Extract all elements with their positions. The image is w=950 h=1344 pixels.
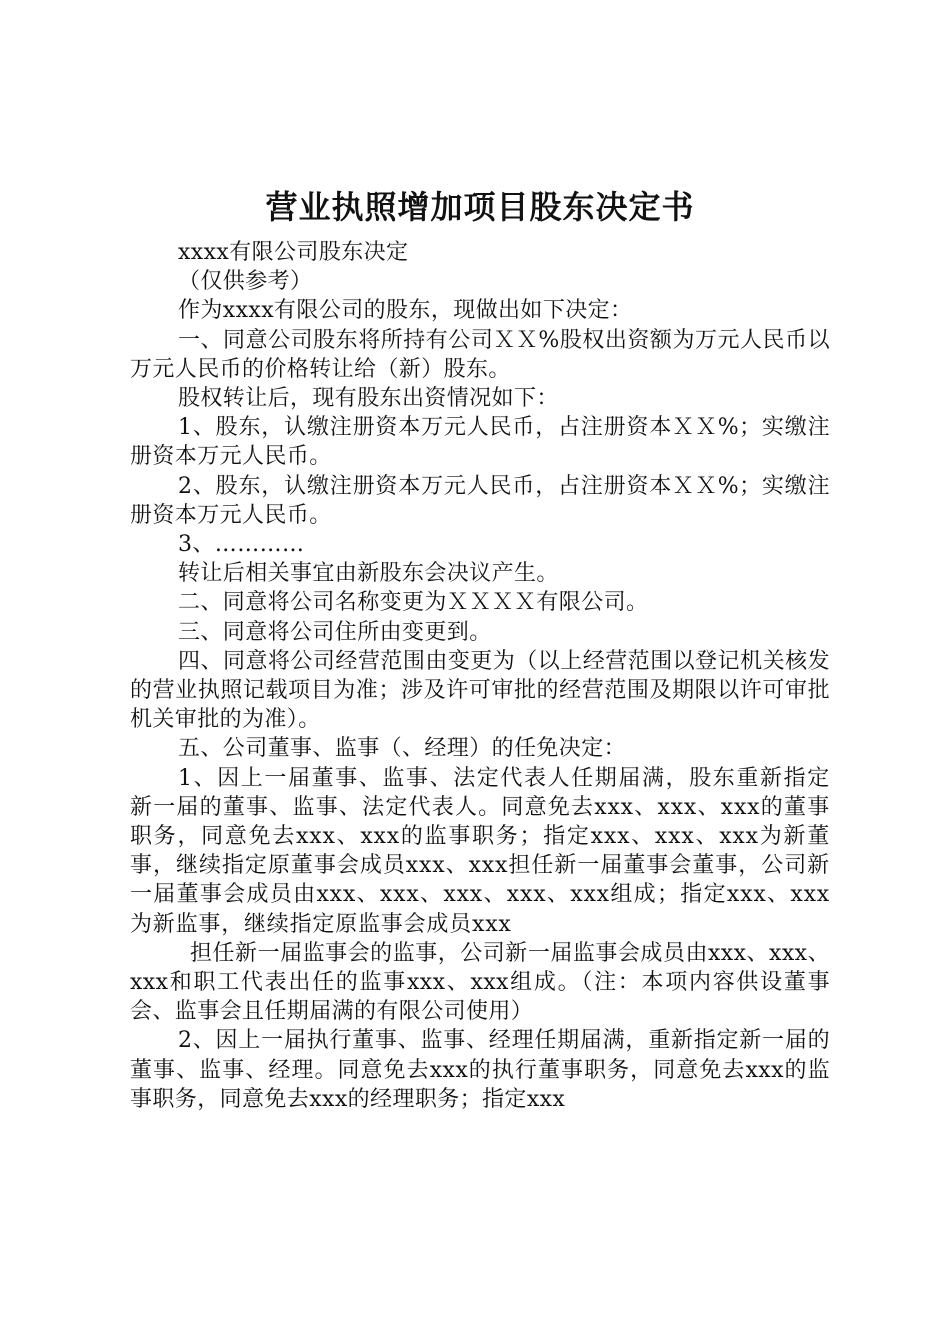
document-page bbox=[130, 183, 830, 1114]
paragraph-shareholder-3: 3、………… bbox=[178, 532, 305, 558]
paragraph-supervisor-appointment: 担任新一届监事会的监事，公司新一届监事会成员由xxx、xxx、xxx和职工代表出任的监事xxx、xxx组成。（注：本项内容供设董事会、监事会且任期届满的有限公司使用） bbox=[130, 940, 830, 1025]
paragraph-transfer-matters: 转让后相关事宜由新股东会决议产生。 bbox=[178, 561, 559, 587]
paragraph-shareholder-1: 1、股东，认缴注册资本万元人民币，占注册资本ＸＸ%；实缴注册资本万元人民币。 bbox=[130, 415, 830, 470]
paragraph-item-one: 一、同意公司股东将所持有公司ＸＸ%股权出资额为万元人民币以万元人民币的价格转让给（新）股东。 bbox=[130, 327, 830, 382]
paragraph-board-appointment: 1、因上一届董事、监事、法定代表人任期届满，股东重新指定新一届的董事、监事、法定代表人。同意免去xxx、xxx、xxx的董事职务，同意免去xxx、xxx的监事职务；指定xxx、xxx、xxx为新董事，继续指定原董事会成员xxx、xxx担任新一届董事会董事，公司新一届董事会成员由xxx、xxx、xxx、xxx、xxx组成；指定xxx、xxx为新监事，继续指定原监事会成员xxx bbox=[130, 765, 830, 937]
paragraph-preamble: 作为xxxx有限公司的股东，现做出如下决定： bbox=[178, 298, 633, 324]
paragraph-item-three: 三、同意将公司住所由变更到。 bbox=[178, 619, 492, 645]
paragraph-reference-note: （仅供参考） bbox=[178, 269, 313, 295]
paragraph-item-five: 五、公司董事、监事（、经理）的任免决定： bbox=[178, 736, 627, 762]
paragraph-post-transfer: 股权转让后，现有股东出资情况如下： bbox=[178, 386, 559, 412]
document-title: 营业执照增加项目股东决定书 bbox=[265, 188, 695, 226]
paragraph-shareholder-2: 2、股东，认缴注册资本万元人民币，占注册资本ＸＸ%；实缴注册资本万元人民币。 bbox=[130, 473, 830, 528]
paragraph-company-decision: xxxx有限公司股东决定 bbox=[178, 240, 409, 265]
paragraph-item-four: 四、同意将公司经营范围由变更为（以上经营范围以登记机关核发的营业执照记载项目为准；涉及许可审批的经营范围及期限以许可审批机关审批的为准）。 bbox=[130, 648, 830, 733]
paragraph-item-two: 二、同意将公司名称变更为ＸＸＸＸ有限公司。 bbox=[178, 590, 649, 616]
paragraph-executive-appointment: 2、因上一届执行董事、监事、经理任期届满，重新指定新一届的董事、监事、经理。同意免去xxx的执行董事职务，同意免去xxx的监事职务，同意免去xxx的经理职务；指定xxx bbox=[130, 1028, 830, 1112]
